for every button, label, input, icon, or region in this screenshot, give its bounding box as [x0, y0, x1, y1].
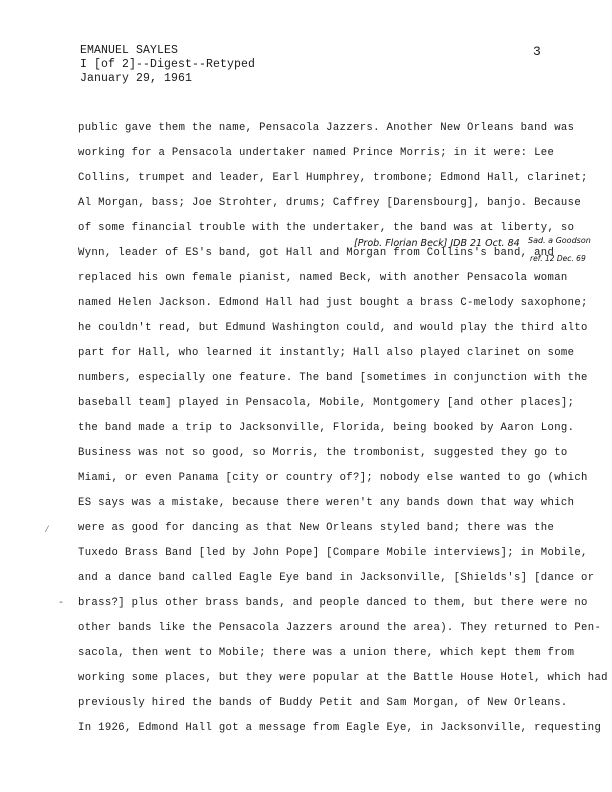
handwritten-note-reference: ref. 12 Dec. 69: [530, 254, 586, 263]
text-line: part for Hall, who learned it instantly; Hall also played clarinet on some: [78, 347, 575, 359]
text-line: Wynn, leader of ES's band, got Hall and Morgan from Collins's band, and: [78, 247, 555, 259]
text-line: Al Morgan, bass; Joe Strohter, drums; Caffrey [Darensbourg], banjo. Because: [78, 197, 582, 209]
text-line: brass?] plus other brass bands, and people danced to them, but there were no: [78, 597, 588, 609]
text-line: replaced his own female pianist, named Beck, with another Pensacola woman: [78, 272, 568, 284]
text-line: baseball team] played in Pensacola, Mobile, Montgomery [and other places];: [78, 397, 575, 409]
text-line: Business was not so good, so Morris, the trombonist, suggested they go to: [78, 447, 568, 459]
interview-date: January 29, 1961: [80, 72, 193, 85]
reel-info: I [of 2]--Digest--Retyped: [80, 58, 256, 71]
text-line: public gave them the name, Pensacola Jazzers. Another New Orleans band was: [78, 122, 575, 134]
text-line: other bands like the Pensacola Jazzers around the area). They returned to Pen-: [78, 622, 602, 634]
page-number: 3: [533, 44, 541, 59]
text-line: Tuxedo Brass Band [led by John Pope] [Compare Mobile interviews]; in Mobile,: [78, 547, 588, 559]
text-line: were as good for dancing as that New Orleans styled band; there was the: [78, 522, 555, 534]
text-line: and a dance band called Eagle Eye band in Jacksonville, [Shields's] [dance or: [78, 572, 595, 584]
text-line: numbers, especially one feature. The band [sometimes in conjunction with the: [78, 372, 588, 384]
text-line: Collins, trumpet and leader, Earl Humphrey, trombone; Edmond Hall, clarinet;: [78, 172, 588, 184]
margin-mark-icon: ⁄: [44, 525, 51, 536]
text-line: ES says was a mistake, because there weren't any bands down that way which: [78, 497, 575, 509]
handwritten-note-goodson: Sad. a Goodson: [528, 236, 591, 245]
text-line: sacola, then went to Mobile; there was a union there, which kept them from: [78, 647, 575, 659]
text-line: named Helen Jackson. Edmond Hall had just bought a brass C-melody saxophone;: [78, 297, 588, 309]
text-line: the band made a trip to Jacksonville, Florida, being booked by Aaron Long.: [78, 422, 575, 434]
text-line: Miami, or even Panama [city or country of?]; nobody else wanted to go (which: [78, 472, 588, 484]
text-line: In 1926, Edmond Hall got a message from Eagle Eye, in Jacksonville, requesting: [78, 722, 602, 734]
interviewee-name: EMANUEL SAYLES: [80, 44, 179, 57]
margin-mark-icon: -: [58, 598, 65, 609]
text-line: he couldn't read, but Edmund Washington could, and would play the third alto: [78, 322, 588, 334]
text-line: working some places, but they were popular at the Battle House Hotel, which had: [78, 672, 608, 684]
text-line: working for a Pensacola undertaker named Prince Morris; in it were: Lee: [78, 147, 555, 159]
handwritten-note-beck: [Prob. Florian Beck] JDB 21 Oct. 84: [354, 238, 520, 249]
text-line: previously hired the bands of Buddy Petit and Sam Morgan, of New Orleans.: [78, 697, 568, 709]
document-header: [80, 44, 255, 86]
text-line: of some financial trouble with the undertaker, the band was at liberty, so: [78, 222, 575, 234]
